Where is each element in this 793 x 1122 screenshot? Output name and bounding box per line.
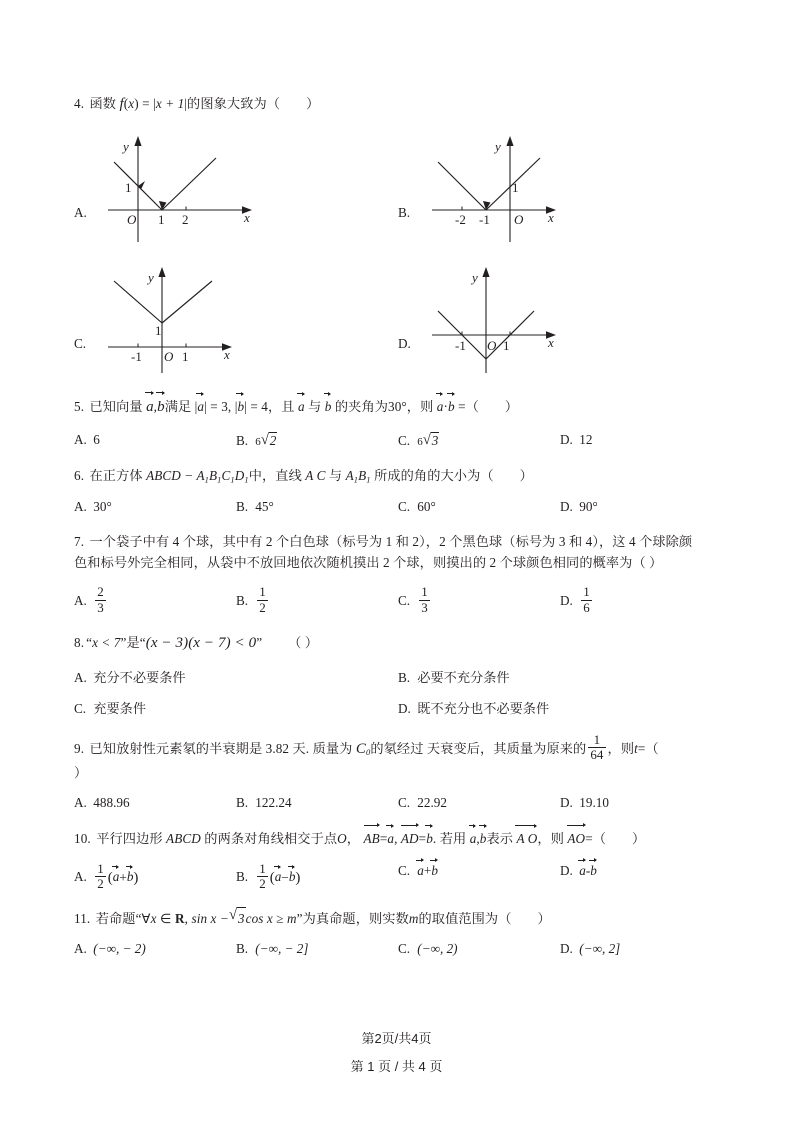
question-4-figure-row-1 [74, 124, 722, 247]
question-4-stem: 4. 函数 f(x) = |x + 1|的图象大致为（ ） [74, 92, 722, 116]
q9-option-b[interactable]: B. 122.24 [236, 795, 292, 811]
page-content [74, 92, 722, 957]
graph-c [100, 255, 260, 378]
q5-option-a[interactable]: A. 6 [74, 431, 100, 447]
svg-text:2: 2 [182, 212, 189, 228]
svg-text:y: y [495, 139, 501, 155]
question-7-number: 7. [74, 533, 85, 549]
svg-text:1: 1 [158, 212, 165, 228]
question-4-text-suffix: 的图象大致为（ [187, 96, 281, 111]
question-10-stem: 10. 平行四边形 ABCD 的两条对角线相交于点O， AB=a, AD=b. 若用 a,b表示 A O，则 AO=（ ） [74, 827, 722, 849]
q10-vector-ab: AB [364, 827, 380, 849]
q5-text-2: 满足 [164, 399, 192, 415]
question-4-choice-b[interactable] [398, 124, 722, 247]
question-11-stem: 11. 若命题“∀x ∈ R, sin x − √ 3cos x ≥ m”为真命题，则实数m的取值范围为（ ） [74, 907, 722, 929]
q8-option-d[interactable]: D. 既不充分也不必要条件 [398, 700, 550, 716]
svg-text:-1: -1 [131, 349, 142, 365]
q9-mass-symbol: C [355, 740, 366, 757]
svg-text:1: 1 [155, 323, 162, 339]
question-8-number: 8. [74, 634, 85, 650]
q7-option-d[interactable]: D. $\frac{1}{6}$ [560, 584, 590, 615]
question-4-function: f [119, 96, 124, 112]
svg-text:-1: -1 [455, 338, 466, 354]
question-5-number: 5. [74, 399, 85, 415]
q7-option-a[interactable]: A. $\frac{2}{3}$ [74, 584, 104, 615]
question-9-stem: 9. 已知放射性元素氡的半衰期是 3.82 天. 质量为 $C_0$的氡经过 天衰变后，其质量为原来的 $\frac{1}{64}$ ，则t=（ [74, 731, 659, 762]
question-4-choice-d[interactable] [398, 255, 722, 378]
question-9-number: 9. [74, 740, 85, 756]
q10-option-d[interactable]: D. a-b [560, 862, 597, 878]
question-8-options-row-1 [74, 667, 722, 686]
choice-a-label: A. [74, 205, 87, 221]
graph-d [424, 255, 584, 378]
question-8-stem: 8. “x < 7”是“(x − 3)(x − 7) < 0” （ ） [74, 634, 319, 651]
q8-option-b[interactable]: B. 必要不充分条件 [398, 669, 510, 685]
q7-option-c[interactable]: C. $\frac{1}{3}$ [398, 584, 428, 615]
q10-parallelogram: ABCD [166, 831, 201, 847]
question-9-options [74, 795, 722, 811]
svg-text:O: O [164, 349, 174, 365]
q8-option-a[interactable]: A. 充分不必要条件 [74, 669, 186, 685]
svg-text:O: O [514, 212, 524, 228]
q5-option-d[interactable]: D. 12 [560, 431, 593, 447]
q5-option-c[interactable]: C. 6 √ 3 [398, 431, 439, 448]
q6-option-a[interactable]: A. 30° [74, 498, 112, 514]
question-11-options [74, 941, 722, 957]
q5-vector-b: b [157, 394, 165, 419]
q5-option-b[interactable]: B. 6 √ 2 [236, 431, 277, 448]
q6-option-c[interactable]: C. 60° [398, 498, 436, 514]
svg-text:y: y [123, 139, 129, 155]
question-4-variable: x [128, 96, 135, 111]
svg-text:x: x [244, 210, 250, 226]
question-5-options [74, 432, 722, 449]
svg-text:y: y [472, 270, 478, 286]
q11-real-set: R [175, 910, 185, 926]
question-5-stem: 5. 已知向量 a,b满足 |a| = 3, |b| = 4，且 a 与 b 的夹角为30°，则 a·b =（ ） [74, 394, 722, 419]
q11-option-d[interactable]: D. (−∞, 2] [560, 941, 621, 957]
question-4-number: 4. [74, 96, 85, 111]
q5-vector-a: a [146, 394, 154, 419]
question-6-options [74, 499, 722, 515]
svg-text:y: y [148, 270, 154, 286]
q11-option-b[interactable]: B. (−∞, − 2] [236, 941, 309, 957]
q9-option-d[interactable]: D. 19.10 [560, 795, 609, 811]
svg-text:x: x [548, 335, 554, 351]
page-footer-secondary: 第 1 页 / 共 4 页 [350, 1059, 443, 1074]
svg-text:x: x [548, 210, 554, 226]
choice-c-label: C. [74, 336, 87, 352]
graph-a [100, 124, 260, 247]
question-4-choice-c[interactable] [74, 255, 398, 378]
graph-b [424, 124, 584, 247]
svg-text:1: 1 [182, 349, 189, 365]
q9-variable-t: t [634, 740, 638, 756]
q10-option-c[interactable]: C. a+b [398, 862, 438, 878]
q11-option-c[interactable]: C. (−∞, 2) [398, 941, 458, 957]
q10-option-a[interactable]: A. $\frac{1}{2}$ (a+b) [74, 860, 139, 891]
q9-option-c[interactable]: C. 22.92 [398, 795, 447, 811]
q11-option-a[interactable]: A. (−∞, − 2) [74, 941, 146, 957]
question-7-stem-line-1: 7. 一个袋子中有 4 个球，其中有 2 个白色球（标号为 1 和 2），2 个黑色球（标号为 3 和 4），这 4 个球除颜 [74, 533, 693, 549]
q10-vector-ad: AD [401, 827, 419, 849]
choice-b-label: B. [398, 205, 411, 221]
q8-option-c[interactable]: C. 充要条件 [74, 700, 147, 716]
question-6-number: 6. [74, 467, 85, 483]
q10-option-b[interactable]: B. $\frac{1}{2}$ (a−b) [236, 860, 301, 891]
question-9-stem-line-2: ） [74, 764, 88, 780]
svg-text:1: 1 [503, 338, 510, 354]
svg-text:x: x [224, 347, 230, 363]
page-footer-primary: 第2页/共4页 [361, 1031, 432, 1046]
q10-vector-ao-2: AO [567, 827, 585, 849]
q6-option-b[interactable]: B. 45° [236, 498, 274, 514]
svg-text:-2: -2 [455, 212, 466, 228]
q7-option-b[interactable]: B. $\frac{1}{2}$ [236, 584, 266, 615]
q6-line-ac: A C [305, 467, 326, 483]
question-11-number: 11. [74, 910, 91, 926]
svg-text:1: 1 [512, 180, 519, 196]
question-4-text-prefix: 函数 [89, 96, 117, 111]
q5-text-1: 已知向量 [89, 399, 143, 415]
svg-text:O: O [127, 212, 137, 228]
q5-angle: 30° [388, 399, 407, 415]
q6-solid: ABCD − A [146, 467, 205, 483]
question-7-stem-line-2: 色和标号外完全相同，从袋中不放回地依次随机摸出 2 个球，则摸出的 2 个球颜色相同的概率为（ ） [74, 555, 663, 571]
question-10-number: 10. [74, 831, 91, 847]
choice-d-label: D. [398, 336, 411, 352]
q9-option-a[interactable]: A. 488.96 [74, 795, 130, 811]
question-6-stem: 6. 在正方体 ABCD − $A_1B_1C_1D_1$中，直线 A C 与 $A_1B_1$ 所成的角的大小为（ ） [74, 467, 533, 484]
svg-text:1: 1 [125, 180, 132, 196]
question-8-options-row-2 [74, 698, 722, 717]
q6-option-d[interactable]: D. 90° [560, 498, 598, 514]
svg-text:-1: -1 [479, 212, 490, 228]
question-10-options [74, 862, 722, 891]
svg-text:O: O [487, 338, 497, 354]
question-4-figure-row-2 [74, 255, 722, 378]
question-4-abs-expr: |x + 1| [153, 96, 188, 111]
question-4-close-paren: ） [306, 96, 320, 111]
question-4-choice-a[interactable] [74, 124, 398, 247]
q10-vector-ao-1: A O [516, 827, 537, 849]
question-7-options [74, 585, 722, 614]
